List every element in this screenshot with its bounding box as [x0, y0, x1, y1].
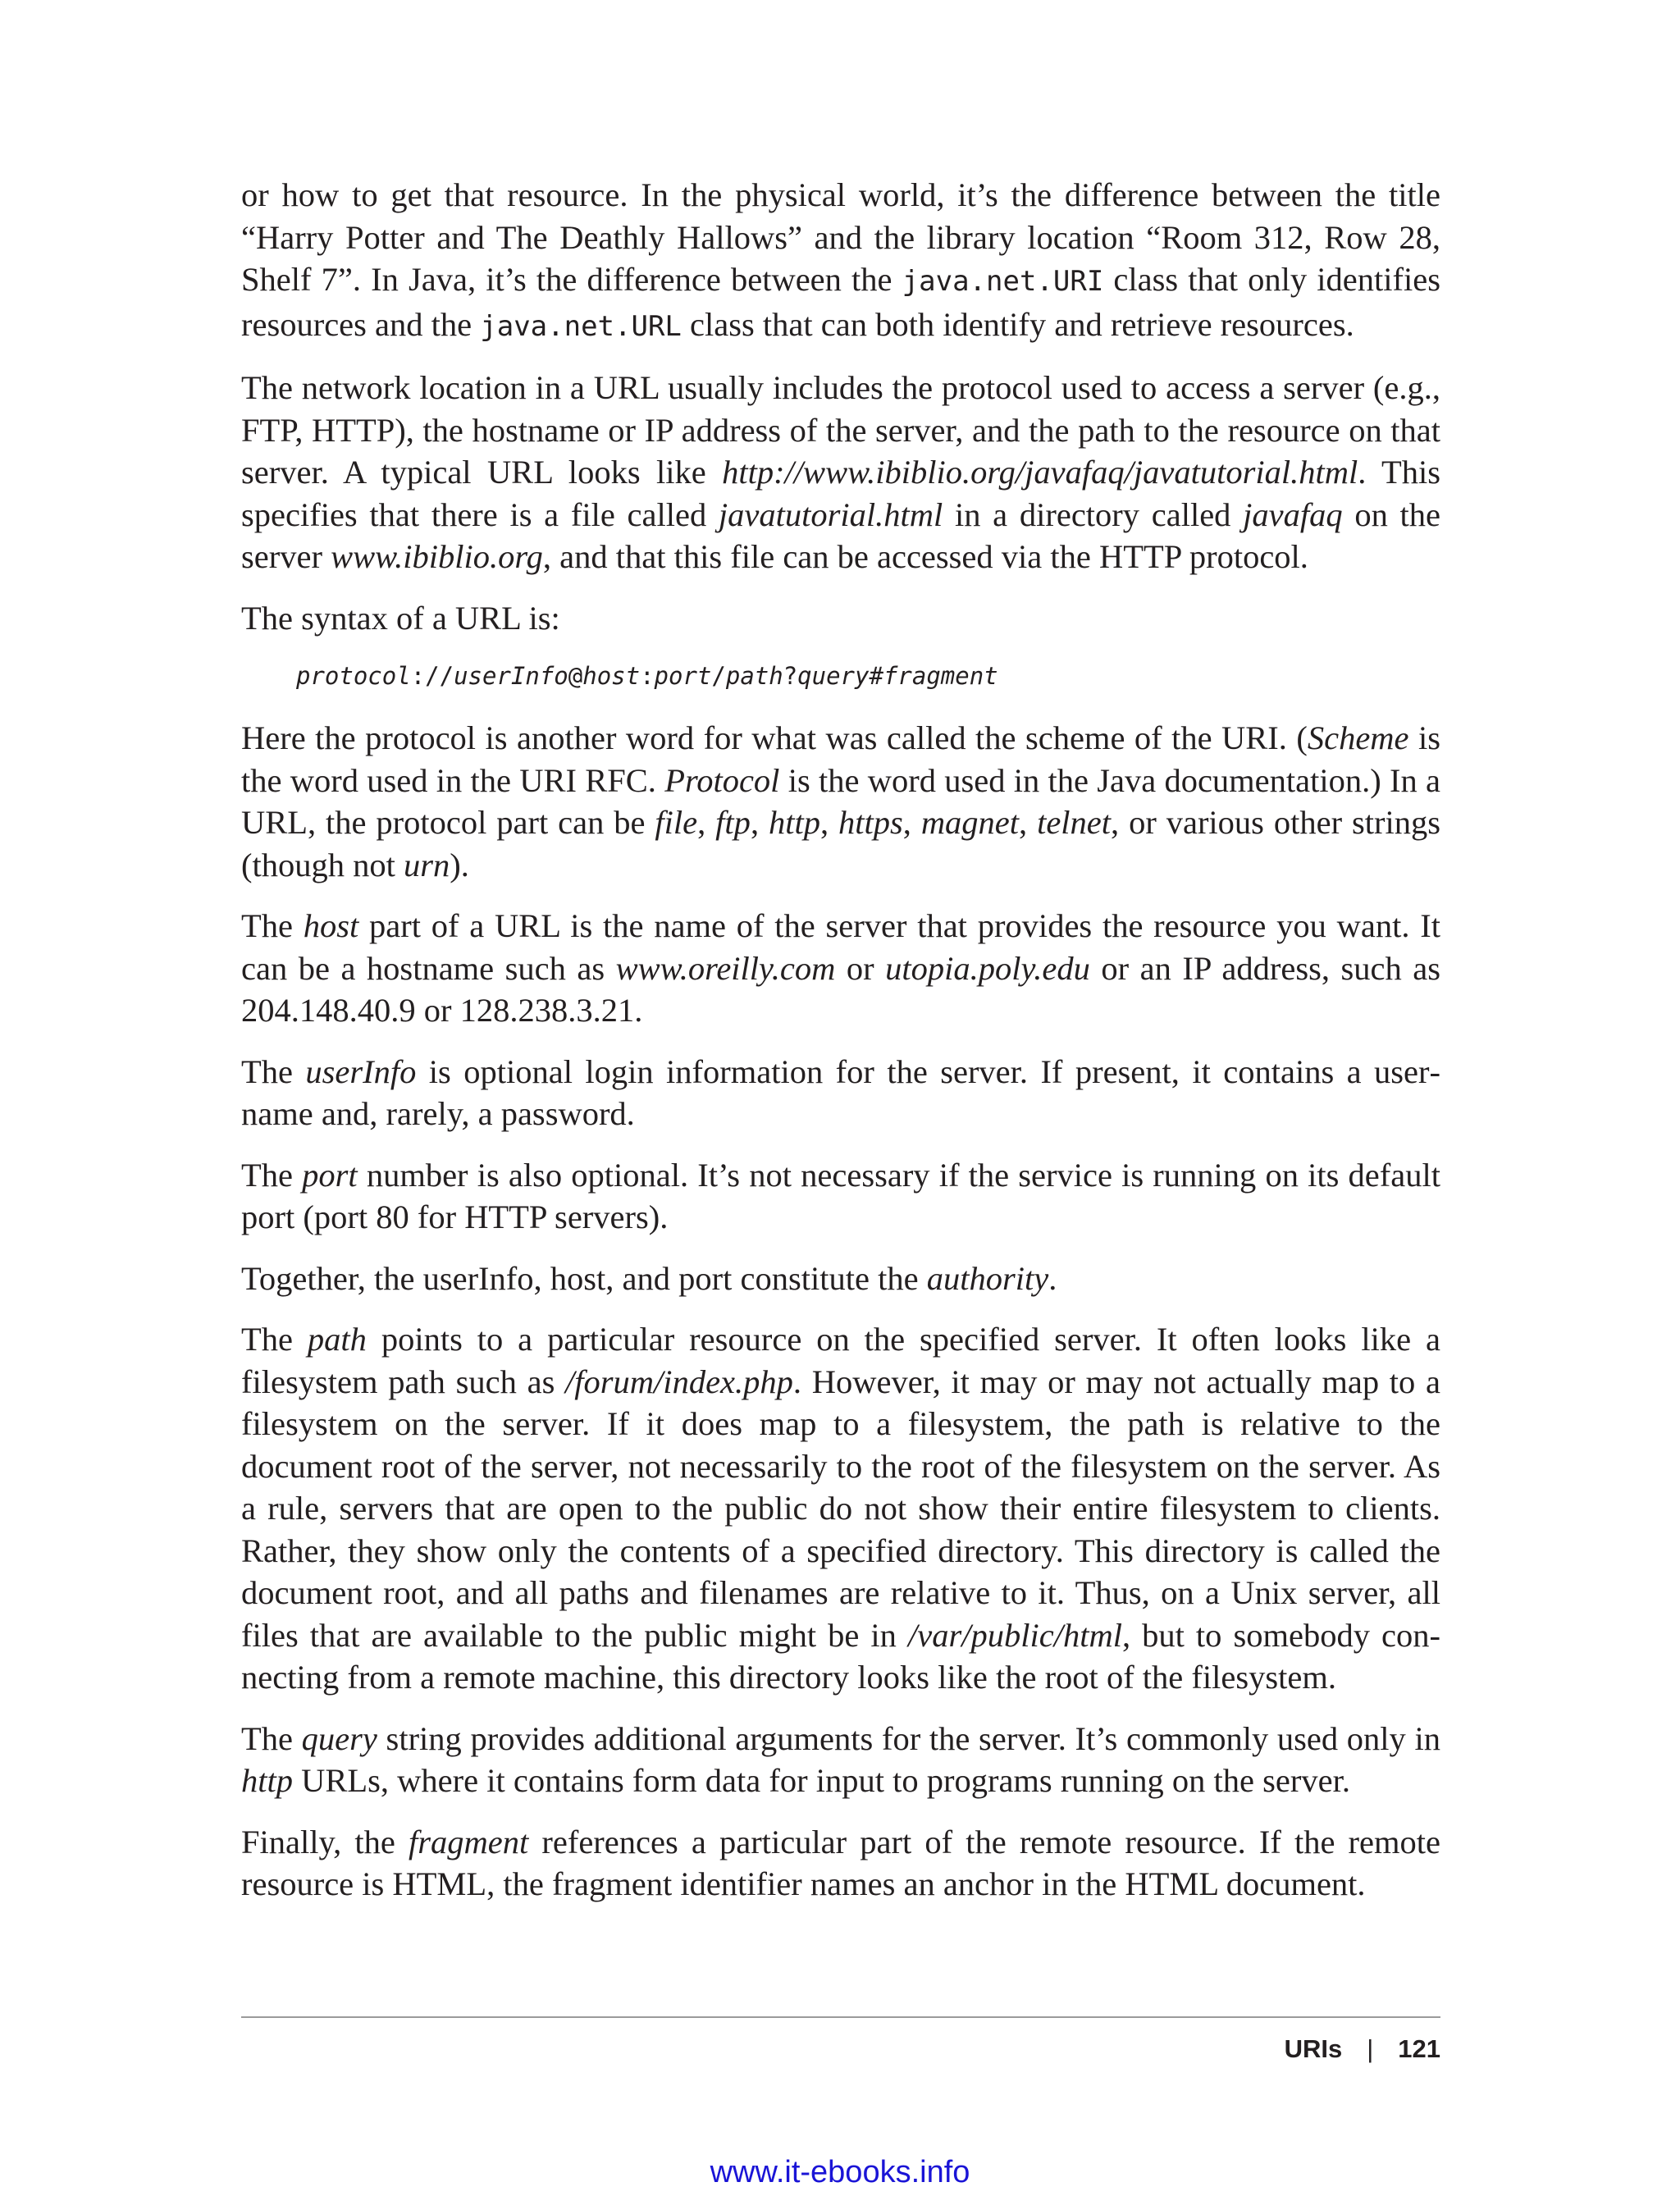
- inline-code-uri: java.net.URI: [902, 265, 1104, 298]
- inline-code-url: java.net.URL: [480, 309, 682, 343]
- paragraph-fragment: Finally, the fragment references a particular part of the remote resource. If the remote resource is HTML, the fragment identifier names an anchor in the HTML document.: [241, 1823, 1440, 1902]
- page-number: 121: [1398, 2034, 1440, 2063]
- example-url: http://www.ibiblio.org/javafaq/javatutorial.html: [722, 454, 1358, 491]
- paragraph-port: The port number is also optional. It’s not necessary if the service is running on its default port (port 80 for HTTP servers).: [241, 1156, 1440, 1235]
- paragraph-userinfo: The userInfo is optional login information for the server. If present, it contains a username and, rarely, a password.: [241, 1052, 1440, 1132]
- footer-separator: |: [1367, 2034, 1374, 2063]
- paragraph-uri-vs-url: or how to get that resource. In the physical world, it’s the difference between the title “Harry Potter and The Deathly Hallows” and the library location “Room 312, Row 28, Shelf 7”. In Java, it’s the difference between the java.net.URI class that only identifies resources and the java.net.URL class that can both identify and retrieve resources.: [241, 176, 1440, 343]
- paragraph-query: The query string provides additional arguments for the server. It’s commonly used only in http URLs, where it contains form data for input to programs running on the server.: [241, 1719, 1440, 1799]
- page-footer: [1285, 2033, 1440, 2066]
- paragraph-syntax-intro: The syntax of a URL is:: [241, 599, 560, 637]
- paragraph-network-location: The network location in a URL usually includes the protocol used to access a server (e.g., FTP, HTTP), the hostname or IP address of the server, and the path to the resource on that server. A typical URL looks like http://www.ibiblio.org/javafaq/javatutorial.html. This specifies that there is a file called javatutorial.html in a directory called javafaq on the server www.ibiblio.org, and that this file can be accessed via the HTTP protocol.: [241, 369, 1441, 575]
- footer-section-title: URIs: [1284, 2034, 1343, 2063]
- paragraph-protocol: Here the protocol is another word for what was called the scheme of the URI. (Scheme is the word used in the URI RFC. Protocol is the word used in the Java documentation.) In a URL, the protocol part can be file, ftp, http, https, magnet, telnet, or various other strings (though not urn).: [241, 719, 1441, 883]
- url-syntax-code: protocol://userInfo@host:port/path?query#fragment: [296, 662, 998, 690]
- paragraph-host: The host part of a URL is the name of the server that provides the resource you want. It can be a hostname such as www.oreilly.com or utopia.poly.edu or an IP address, such as 204.148.40.9 or 128.238.3.21.: [241, 907, 1440, 1029]
- paragraph-authority: Together, the userInfo, host, and port constitute the authority.: [241, 1259, 1057, 1297]
- paragraph-path: The path points to a particular resource on the specified server. It often looks like a filesystem path such as /forum/index.php. However, it may or may not actually map to a filesystem on the server. If it does map to a filesystem, the path is relative to the document root of the server, not necessarily to the root of the filesystem on the server. As a rule, servers that are open to the public do not show their entire filesystem to clients. Rather, they show only the contents of a specified directory. This directory is called the document root, and all paths and filenames are relative to it. Thus, on a Unix server, all files that are available to the public might be in /var/public/html, but to somebody connecting from a remote machine, this directory looks like the root of the filesystem.: [241, 1321, 1440, 1696]
- page-body: [241, 174, 1440, 1924]
- watermark-link[interactable]: www.it-ebooks.info: [710, 2155, 970, 2189]
- footer-divider: [241, 2016, 1440, 2018]
